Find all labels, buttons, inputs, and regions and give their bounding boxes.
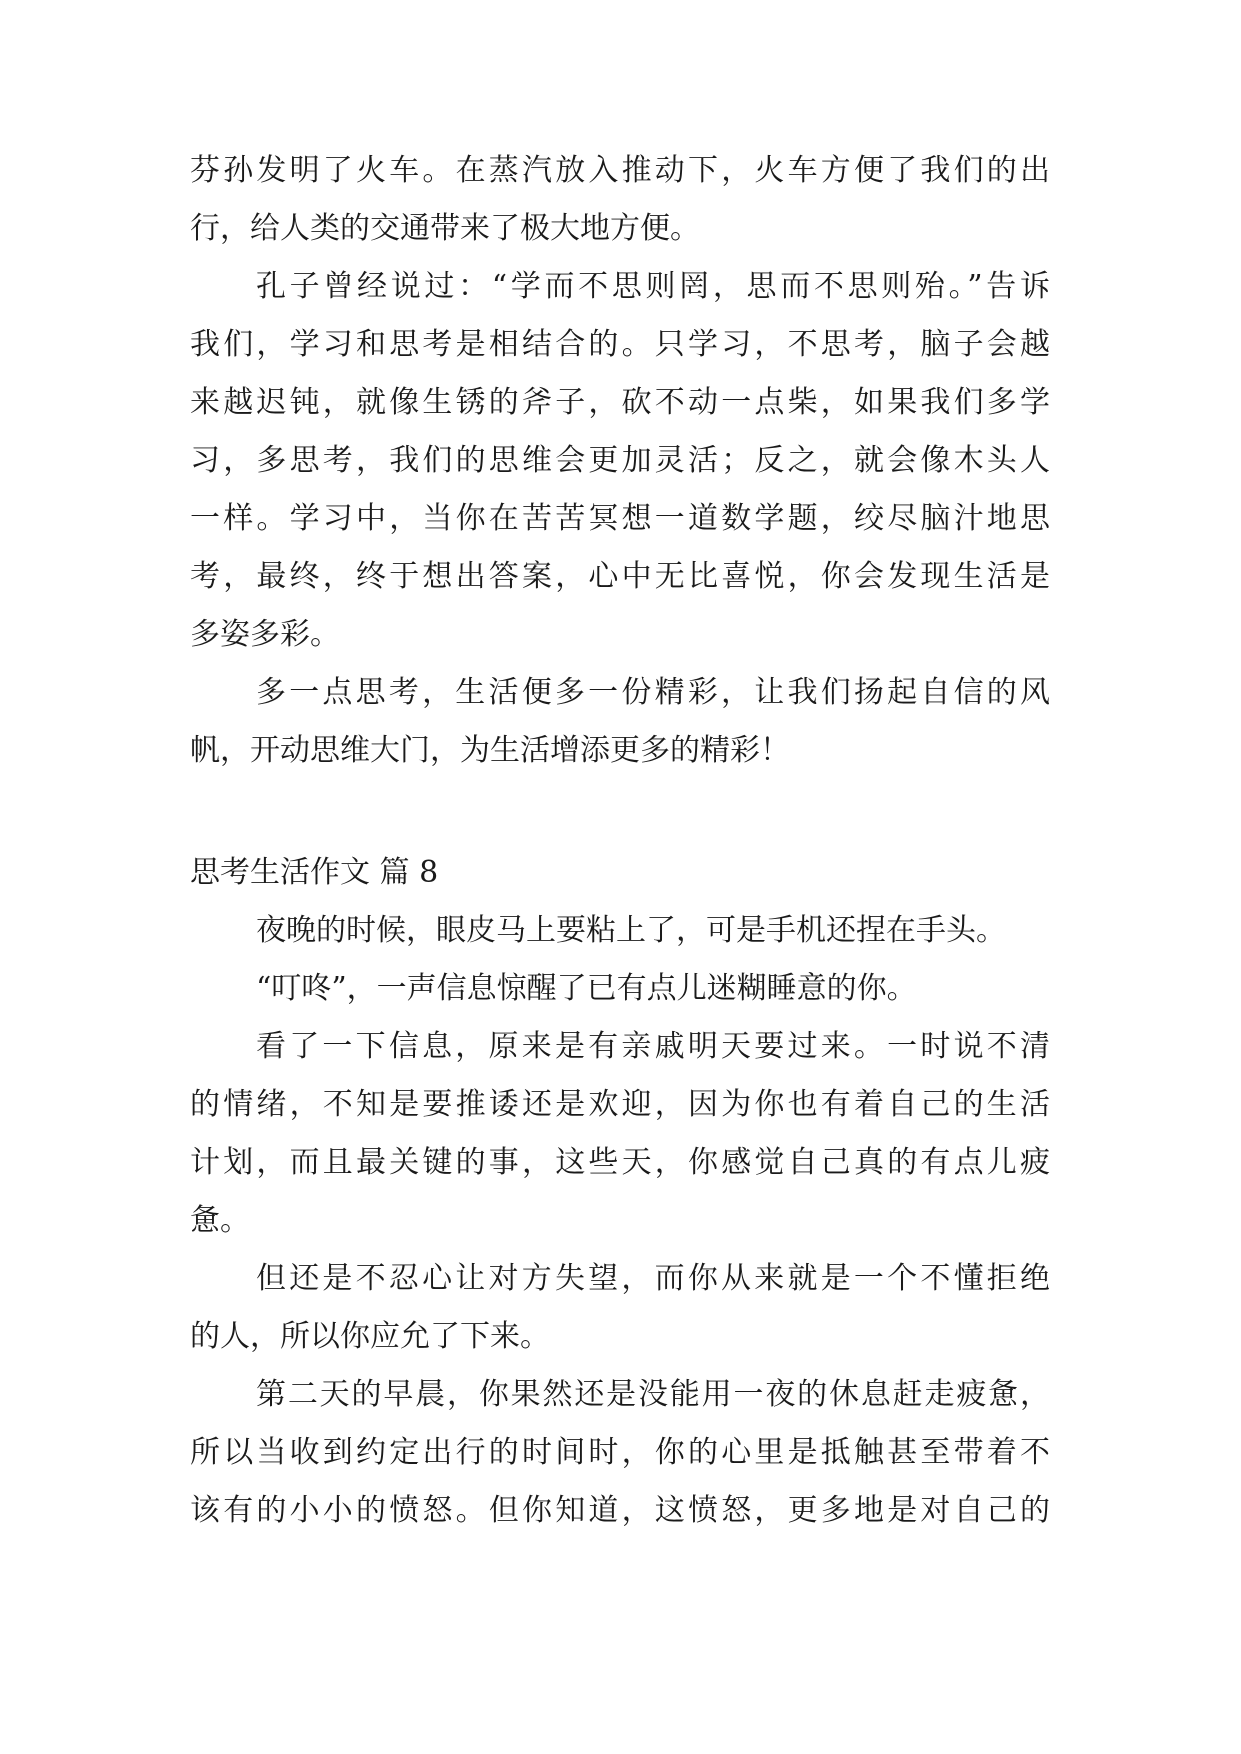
paragraph-line: 我们，学习和思考是相结合的。只学习，不思考，脑子会越 (190, 327, 1050, 362)
paragraph-line: 惫。 (190, 1203, 250, 1238)
paragraph-line: 多姿多彩。 (190, 617, 340, 652)
paragraph-line: 该有的小小的愤怒。但你知道，这愤怒，更多地是对自己的 (190, 1493, 1050, 1528)
paragraph-line: 行，给人类的交通带来了极大地方便。 (190, 211, 700, 246)
paragraph-line: 考，最终，终于想出答案，心中无比喜悦，你会发现生活是 (190, 559, 1050, 594)
paragraph-line: 孔子曾经说过：“学而不思则罔，思而不思则殆。”告诉 (256, 269, 1050, 304)
paragraph-line: 所以当收到约定出行的时间时，你的心里是抵触甚至带着不 (190, 1435, 1050, 1470)
section-heading: 思考生活作文 篇 8 (190, 855, 439, 890)
paragraph-line: “叮咚”，一声信息惊醒了已有点儿迷糊睡意的你。 (256, 971, 917, 1006)
paragraph-line: 第二天的早晨，你果然还是没能用一夜的休息赶走疲惫， (256, 1377, 1050, 1412)
paragraph-line: 但还是不忍心让对方失望，而你从来就是一个不懂拒绝 (256, 1261, 1050, 1296)
paragraph-line: 一样。学习中，当你在苦苦冥想一道数学题，绞尽脑汁地思 (190, 501, 1050, 536)
paragraph-line: 的人，所以你应允了下来。 (190, 1319, 550, 1354)
paragraph-line: 看了一下信息，原来是有亲戚明天要过来。一时说不清 (256, 1029, 1050, 1064)
paragraph-line: 帆，开动思维大门，为生活增添更多的精彩！ (190, 733, 790, 768)
paragraph-line: 多一点思考，生活便多一份精彩，让我们扬起自信的风 (256, 675, 1050, 710)
paragraph-line: 的情绪，不知是要推诿还是欢迎，因为你也有着自己的生活 (190, 1087, 1050, 1122)
paragraph-line: 计划，而且最关键的事，这些天，你感觉自己真的有点儿疲 (190, 1145, 1050, 1180)
paragraph-line: 来越迟钝，就像生锈的斧子，砍不动一点柴，如果我们多学 (190, 385, 1050, 420)
paragraph-line: 习，多思考，我们的思维会更加灵活；反之，就会像木头人 (190, 443, 1050, 478)
paragraph-line: 夜晚的时候，眼皮马上要粘上了，可是手机还捏在手头。 (256, 913, 1006, 948)
paragraph-line: 芬孙发明了火车。在蒸汽放入推动下，火车方便了我们的出 (190, 153, 1050, 188)
